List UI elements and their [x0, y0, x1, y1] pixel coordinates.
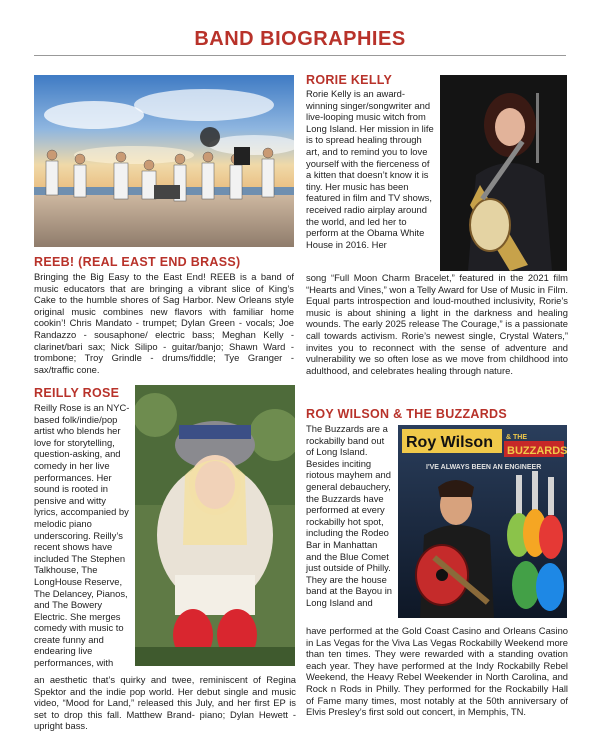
- roy-wilson-album-art: [398, 425, 567, 618]
- reeb-heading: REEB! (REAL EAST END BRASS): [34, 255, 241, 269]
- roy-bio-wrap: The Buzzards are a rockabilly band out of Long Island. Besides inciting riotous mayhem and general debauchery, the Buzzards have performed at every rockabilly hot spot, including the Rodeo Bar in Manhattan and the Blue Comet just outside of Philly. They are the house band at the Bayou in Long Island and: [306, 423, 393, 608]
- roy-bio-continued: have performed at the Gold Coast Casino and Orleans Casino in Las Vegas for the Viva Las Vegas Rockabilly Weekend more than ten times. They were rewarded with a standing ovation each year. They have performed at the Indy Rockabilly Rebel Weekend, the Heavy Rebel Weekender in North Carolina, and Rock n Rods in Philly. They performed for the Rockabilly Hall of Fame many times, most notably at the 50th anniversary of Elvis Presley’s first sold out concert, in Memphis, TN.: [306, 625, 568, 718]
- reilly-bio-continued: an aesthetic that’s quirky and twee, reminiscent of Regina Spektor and the indie pop world. Her debut single and music video, “Mood for Land,” released this July, and her first EP is set to drop this fall. Matthew Brand- piano; Dylan Hewett - upright bass.: [34, 674, 296, 732]
- reeb-bio: Bringing the Big Easy to the East End! REEB is a band of music educators that are bringing a vibrant slice of King’s Cake to the humble shores of Sag Harbor. New Orleans style original music combines new flavors with familiar home cookin’! Chris Mandato - trumpet; Dylan Green - vocals; Joe Randazzo - sousaphone/ electric bass; Meghan Kelly - clarinet/bari sax; Nick Silipo - guitar/banjo; Shawn Ward - trombone; Troy Grindle - drums/fiddle; Tye Granger - sax/traffic cone.: [34, 271, 294, 375]
- rorie-bio-wrap: Rorie Kelly is an award-winning singer/songwriter and live-looping music witch from Long Island. Her mission in life is to spread healing through art, and to remind you to love yourself with the fierceness of a kitten that doesn’t know it is tiny. Her music has been featured in film and TV shows, received radio airplay around the world, and led her to perform at the Obama White House in 2016. Her: [306, 88, 434, 250]
- rorie-heading: RORIE KELLY: [306, 73, 393, 87]
- album-tagline: I'VE ALWAYS BEEN AN ENGINEER: [426, 464, 542, 471]
- roy-heading: ROY WILSON & THE BUZZARDS: [306, 407, 508, 421]
- rorie-kelly-photo: [440, 75, 567, 271]
- reilly-heading: REILLY ROSE: [34, 386, 120, 400]
- reilly-rose-photo: [135, 385, 295, 666]
- title-divider: [34, 55, 566, 56]
- page-title: BAND BIOGRAPHIES: [194, 28, 406, 50]
- album-and-the: & THE: [506, 434, 527, 441]
- reilly-bio-wrap: Reilly Rose is an NYC-based folk/indie/pop artist who blends her love for storytelling, question-asking, and comedy in her live performances. Her sound is rooted in pensive and witty lyrics, accompanied by melodic piano underscoring. Reilly’s recent shows have included The Stephen Talkhouse, The LongHouse Reserve, The Delancey, Pianos, and The Bowery Electric. She merges comedy with music to create funny and endearing live performances, with: [34, 402, 130, 669]
- album-artist-name: Roy Wilson: [406, 434, 493, 451]
- rorie-bio-continued: song “Full Moon Charm Bracelet,” featured in the 2021 film “Hearts and Vines,” won a Telly Award for Use of Music in Film. Equal parts introspection and loud-mouthed inclusivity, Rorie’s music is about shining a light in the darkness and healing wounds. The early 2025 release The Courage,” is a passionate call towards activism. Rorie’s newest single, Crystal Waters,” invites you to reconnect with the sense of adventure and vulnerability we so often lose as we move from childhood into adulthood, and celebrates healing through nature.: [306, 272, 568, 376]
- reeb-band-photo: [34, 75, 294, 247]
- album-band-name: BUZZARDS: [507, 445, 567, 457]
